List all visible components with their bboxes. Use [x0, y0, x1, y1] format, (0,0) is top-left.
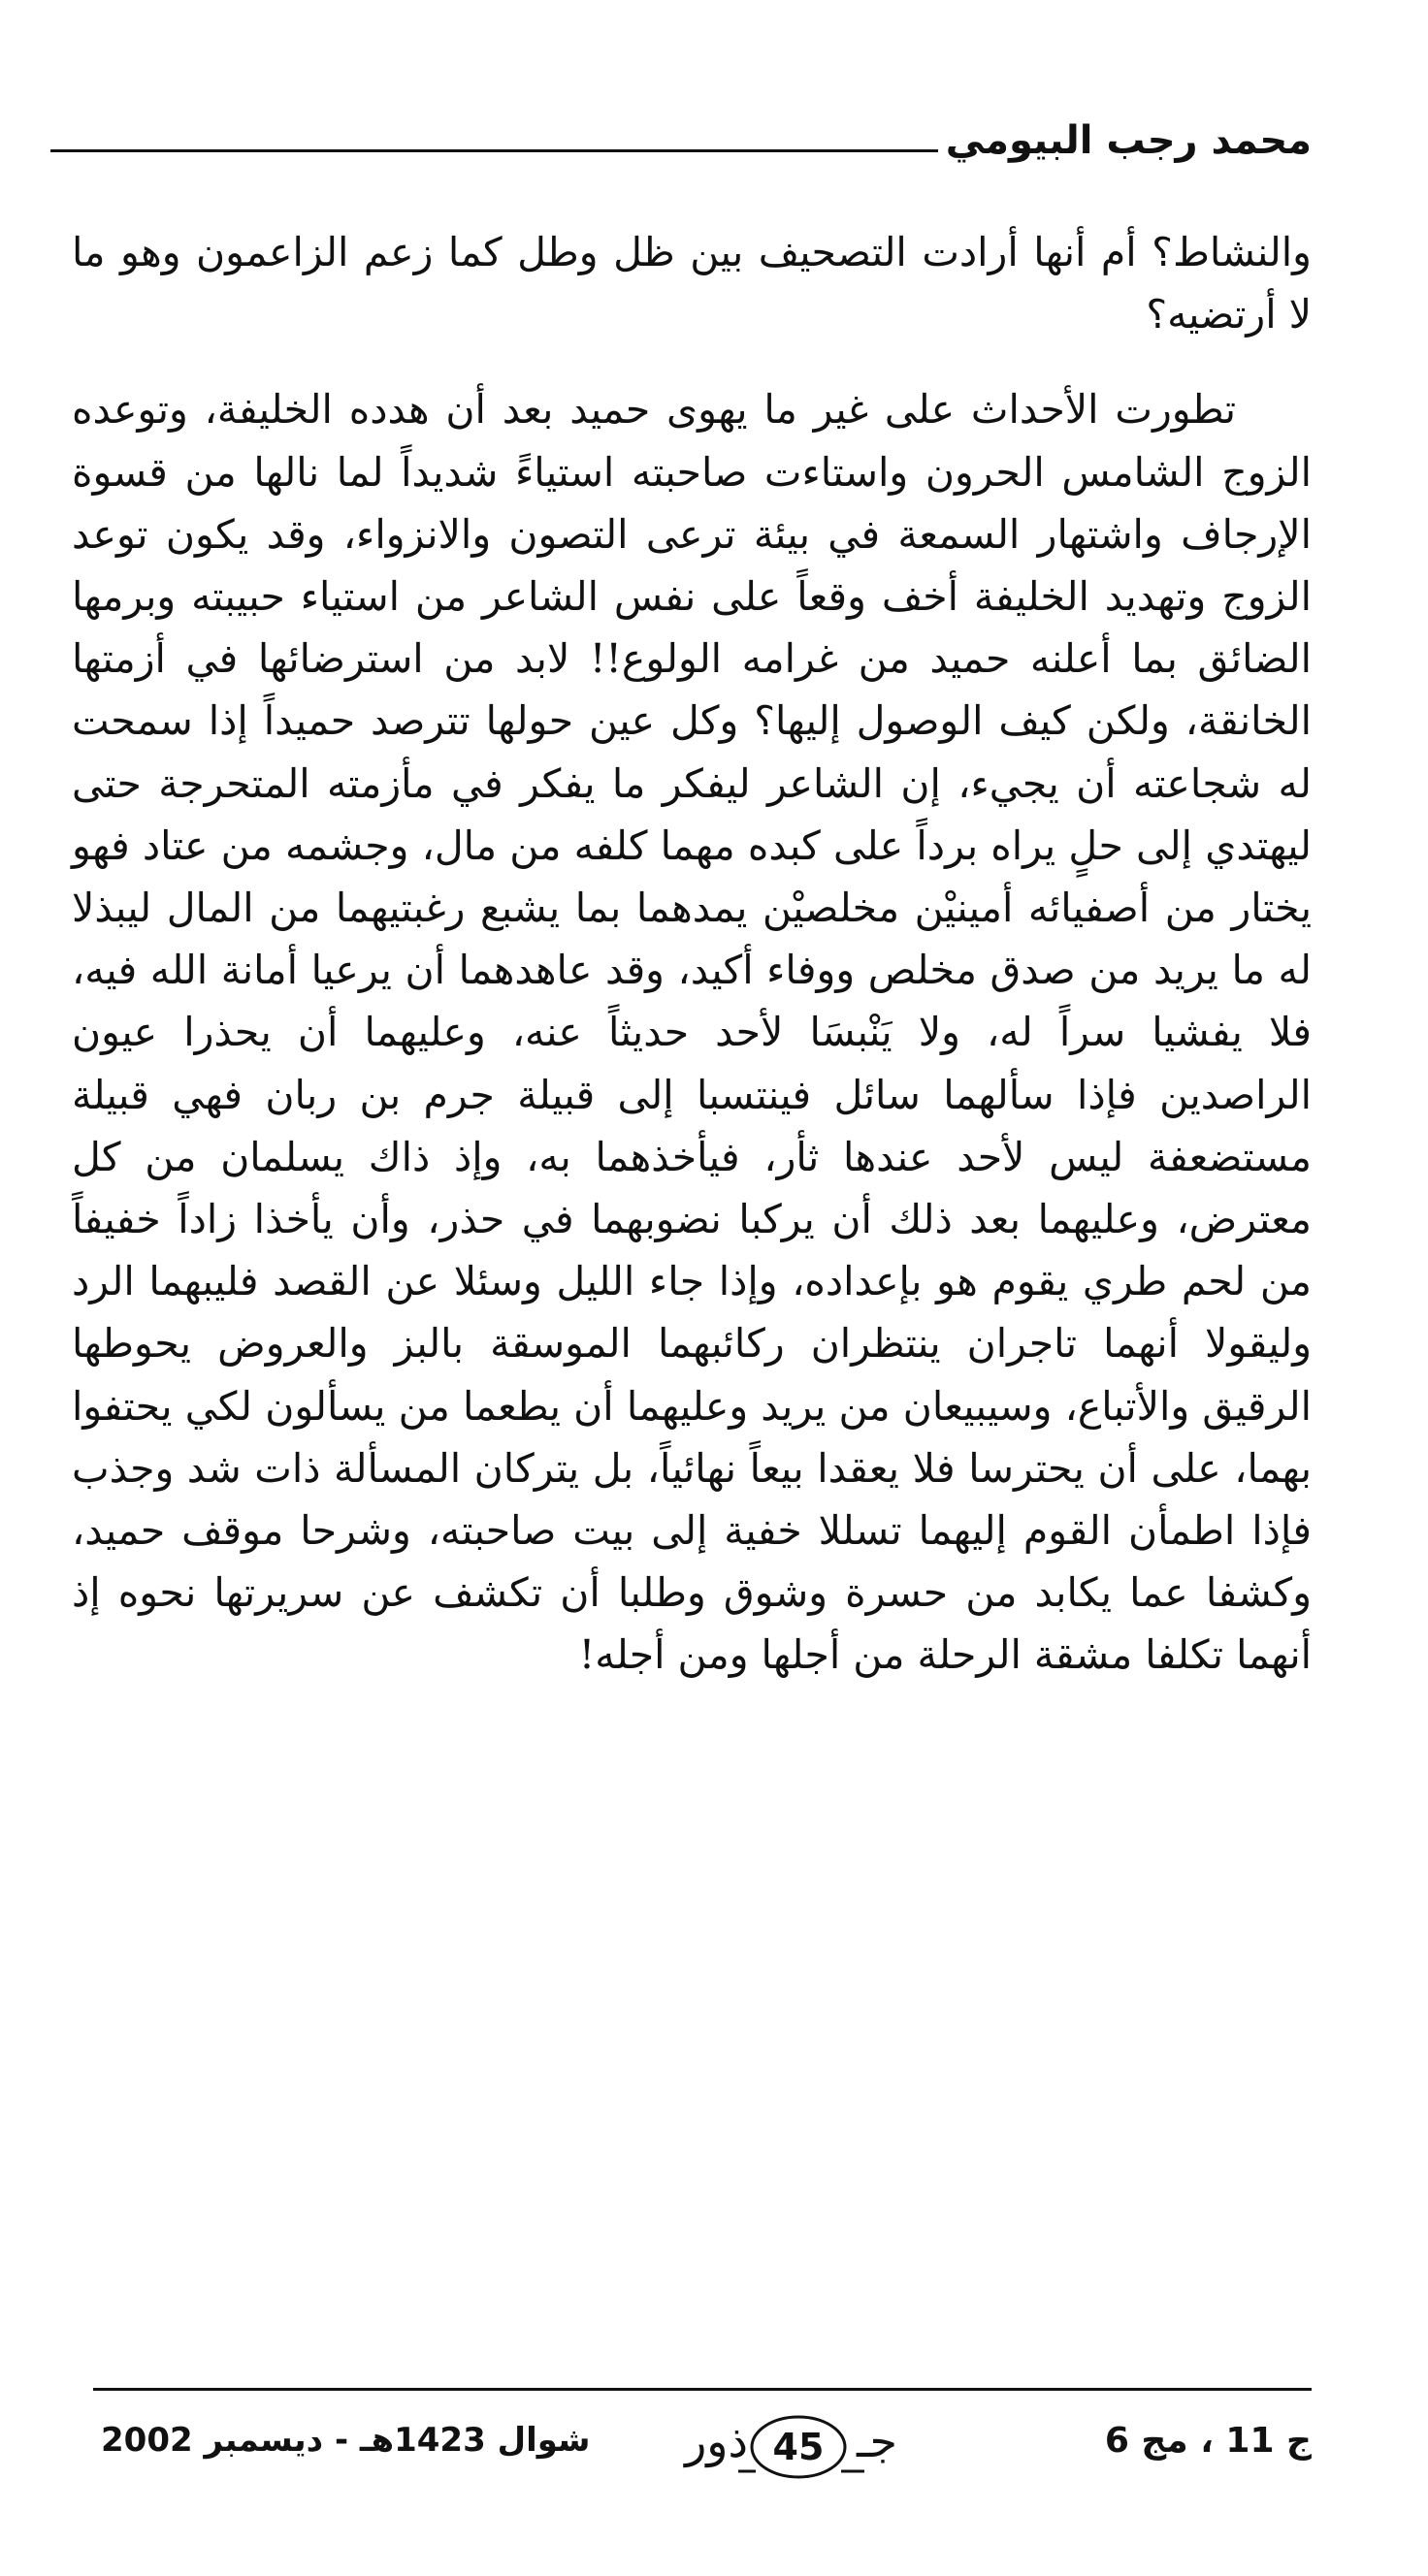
journal-name-left: ذور: [685, 2415, 748, 2467]
header-rule: [50, 149, 938, 152]
journal-logo: [622, 2407, 1029, 2495]
running-header: [50, 114, 1312, 182]
paragraph-1: والنشاط؟ أم أنها أرادت التصحيف بين ظل وطل كما زعم الزاعمون وهو ما لا أرتضيه؟: [72, 229, 1312, 338]
volume-info: ج 11 ، مج 6: [1104, 2421, 1312, 2461]
issue-date: شوال 1423هـ - ديسمبر 2002: [101, 2421, 591, 2460]
footer-rule: [93, 2388, 1312, 2391]
page-footer: [93, 2403, 1312, 2510]
journal-name-right: جـ: [857, 2415, 897, 2467]
article-body: [72, 221, 1312, 1687]
page-number: 45: [772, 2426, 825, 2468]
paragraph-2: تطورت الأحداث على غير ما يهوى حميد بعد أن هدده الخليفة، وتوعده الزوج الشامس الحرون واستاءت صاحبته استياءً شديداً لما نالها من قسوة الإرجاف واشتهار السمعة في بيئة ترعى التصون والانزواء، وقد يكون توعد الزوج وتهديد الخليفة أخف وقعاً على نفس الشاعر من استياء حبيبته وبرمها الضائق بما أعلنه حميد من غرامه الولوع!! لابد من استرضائها في أزمتها الخانقة، ولكن كيف الوصول إليها؟ وكل عين حولها تترصد حميداً إذا سمحت له شجاعته أن يجيء، إن الشاعر ليفكر ما يفكر في مأزمته المتحرجة حتى ليهتدي إلى حلٍ يراه برداً على كبده مهما كلفه من مال، وجشمه من عتاد فهو يختار من أصفيائه أمينيْن مخلصيْن يمدهما بما يشبع رغبتيهما من المال ليبذلا له ما يريد من صدق مخلص ووفاء أكيد، وقد عاهدهما أن يرعيا أمانة الله فيه، فلا يفشيا سراً له، ولا يَنْبسَا لأحد حديثاً عنه، وعليهما أن يحذرا عيون الراصدين فإذا سألهما سائل فينتسبا إلى قبيلة جرم بن ربان فهي قبيلة مستضعفة ليس لأحد عندها ثأر، فيأخذهما به، وإذ ذاك يسلمان من كل معترض، وعليهما بعد ذلك أن يركبا نضوبهما في حذر، وأن يأخذا زاداً خفيفاً من لحم طري يقوم هو بإعداده، وإذا جاء الليل وسئلا عن القصد فليبهما الرد وليقولا أنهما تاجران ينتظران ركائبهما الموسقة بالبز والعروض يحوطها الرقيق والأتباع، وسيبيعان من يريد وعليهما أن يطعما من يسألون لكي يحتفوا بهما، على أن يحترسا فلا يعقدا بيعاً نهائياً، بل يتركان المسألة ذات شد وجذب فإذا اطمأن القوم إليهما تسللا خفية إلى بيت صاحبته، وشرحا موقف حميد، وكشفا عما يكابد من حسرة وشوق وطلبا أن تكشف عن سريرتها نحوه إذ أنهما تكلفا مشقة الرحلة من أجلها ومن أجله!: [72, 386, 1312, 1679]
header-author: محمد رجب البيومي: [945, 118, 1312, 163]
